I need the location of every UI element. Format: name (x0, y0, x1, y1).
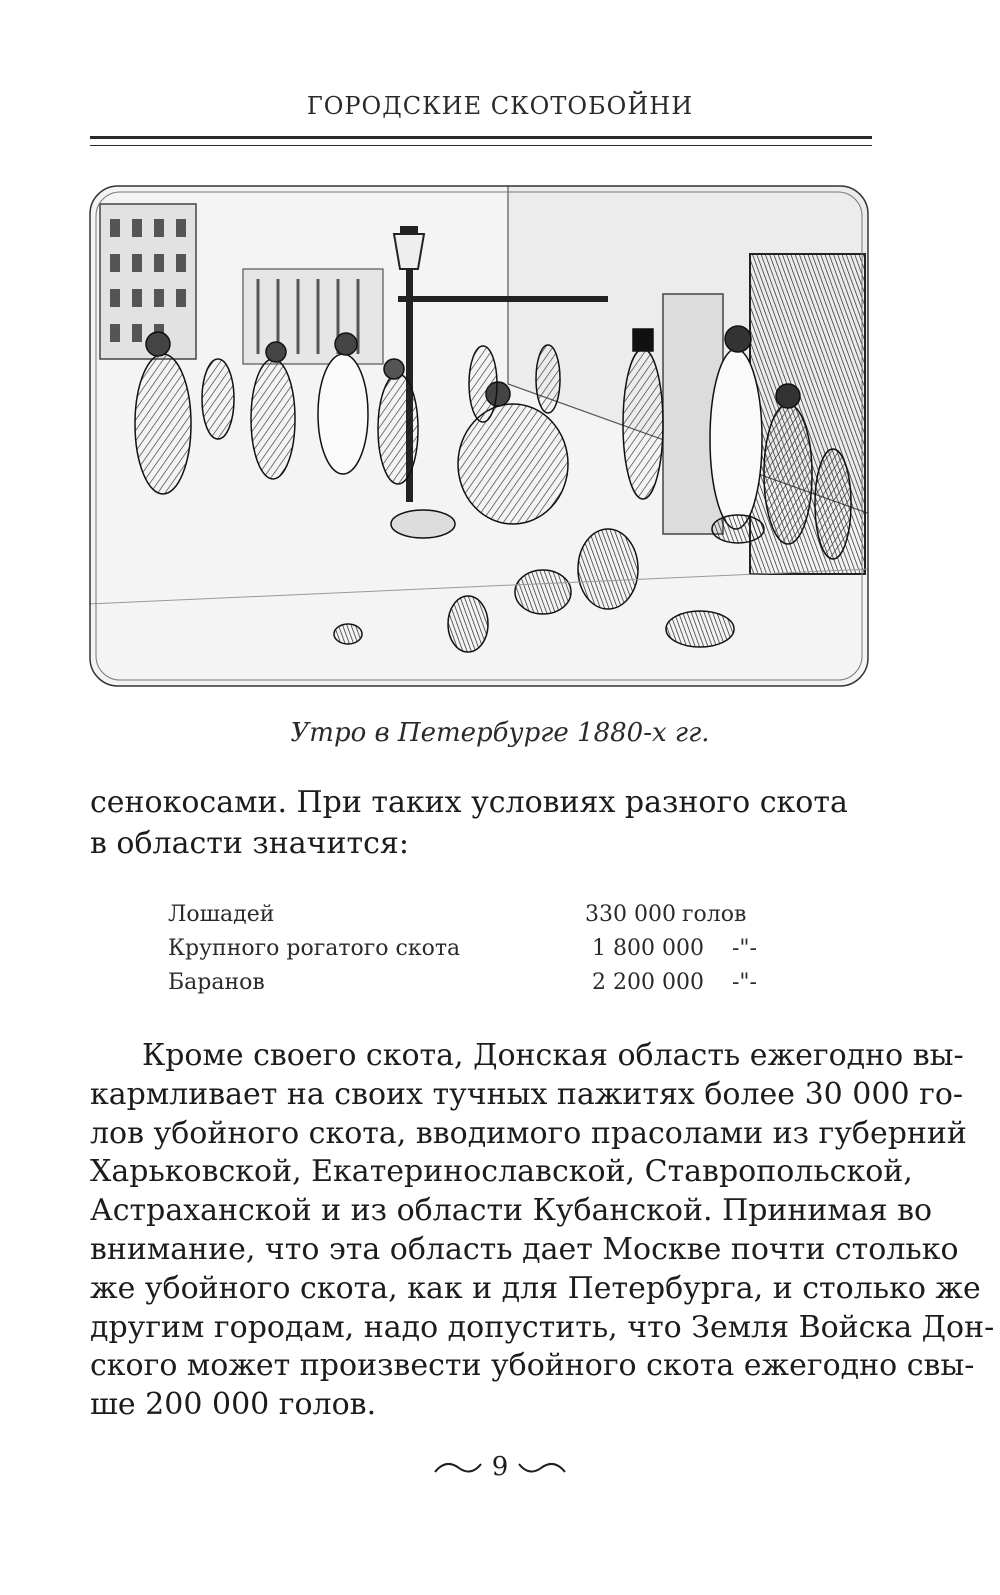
header-rule-thin (90, 145, 872, 146)
livestock-name: Лошадей (168, 902, 275, 927)
paragraph-line: же убойного скота, как и для Петербурга, и столько же (90, 1270, 981, 1306)
livestock-unit: голов (682, 902, 747, 927)
paragraph-line: Астраханской и из области Кубанской. Принимая во (90, 1193, 933, 1229)
paragraph-line: лов убойного скота, вводимого прасолами из губерний (90, 1115, 967, 1151)
paragraph-line: другим городам, надо допустить, что Земля Войска Дон- (90, 1309, 995, 1345)
paragraph-line: внимание, что эта область дает Москве почти столько (90, 1231, 959, 1267)
main-paragraph (90, 1037, 995, 1425)
livestock-table (168, 902, 808, 1004)
swash-left-icon (433, 1460, 483, 1476)
paragraph-line: ского может произвести убойного скота ежегодно свы- (90, 1348, 975, 1384)
livestock-row (168, 970, 808, 1004)
paragraph-line: Харьковской, Екатеринославской, Ставропольской, (90, 1154, 913, 1190)
paragraph-line: ше 200 000 голов. (90, 1387, 377, 1423)
intro-paragraph: сенокосами. При таких условиях разного скота в области значится: (90, 785, 848, 861)
header-rule-thick (90, 136, 872, 139)
livestock-row (168, 936, 808, 970)
page-number: 9 (491, 1452, 509, 1482)
livestock-name: Баранов (168, 970, 265, 995)
livestock-count: 1 800 000 (592, 936, 704, 961)
livestock-unit: -"- (732, 936, 757, 961)
swash-right-icon (517, 1460, 567, 1476)
livestock-count: 330 000 (585, 902, 676, 927)
page-footer (0, 1452, 1000, 1482)
livestock-count: 2 200 000 (592, 970, 704, 995)
livestock-name: Крупного рогатого скота (168, 936, 461, 961)
paragraph-line: Кроме своего скота, Донская область ежегодно вы- (142, 1038, 964, 1073)
running-header: ГОРОДСКИЕ СКОТОБОЙНИ (306, 92, 694, 120)
engraving-illustration (88, 184, 870, 688)
livestock-row (168, 902, 808, 936)
left-building (100, 204, 196, 359)
far-building (243, 269, 383, 364)
paragraph-line: кармливает на своих тучных пажитях более 30 000 го- (90, 1076, 964, 1112)
figure-caption: Утро в Петербурге 1880-х гг. (290, 718, 710, 748)
livestock-unit: -"- (732, 970, 757, 995)
